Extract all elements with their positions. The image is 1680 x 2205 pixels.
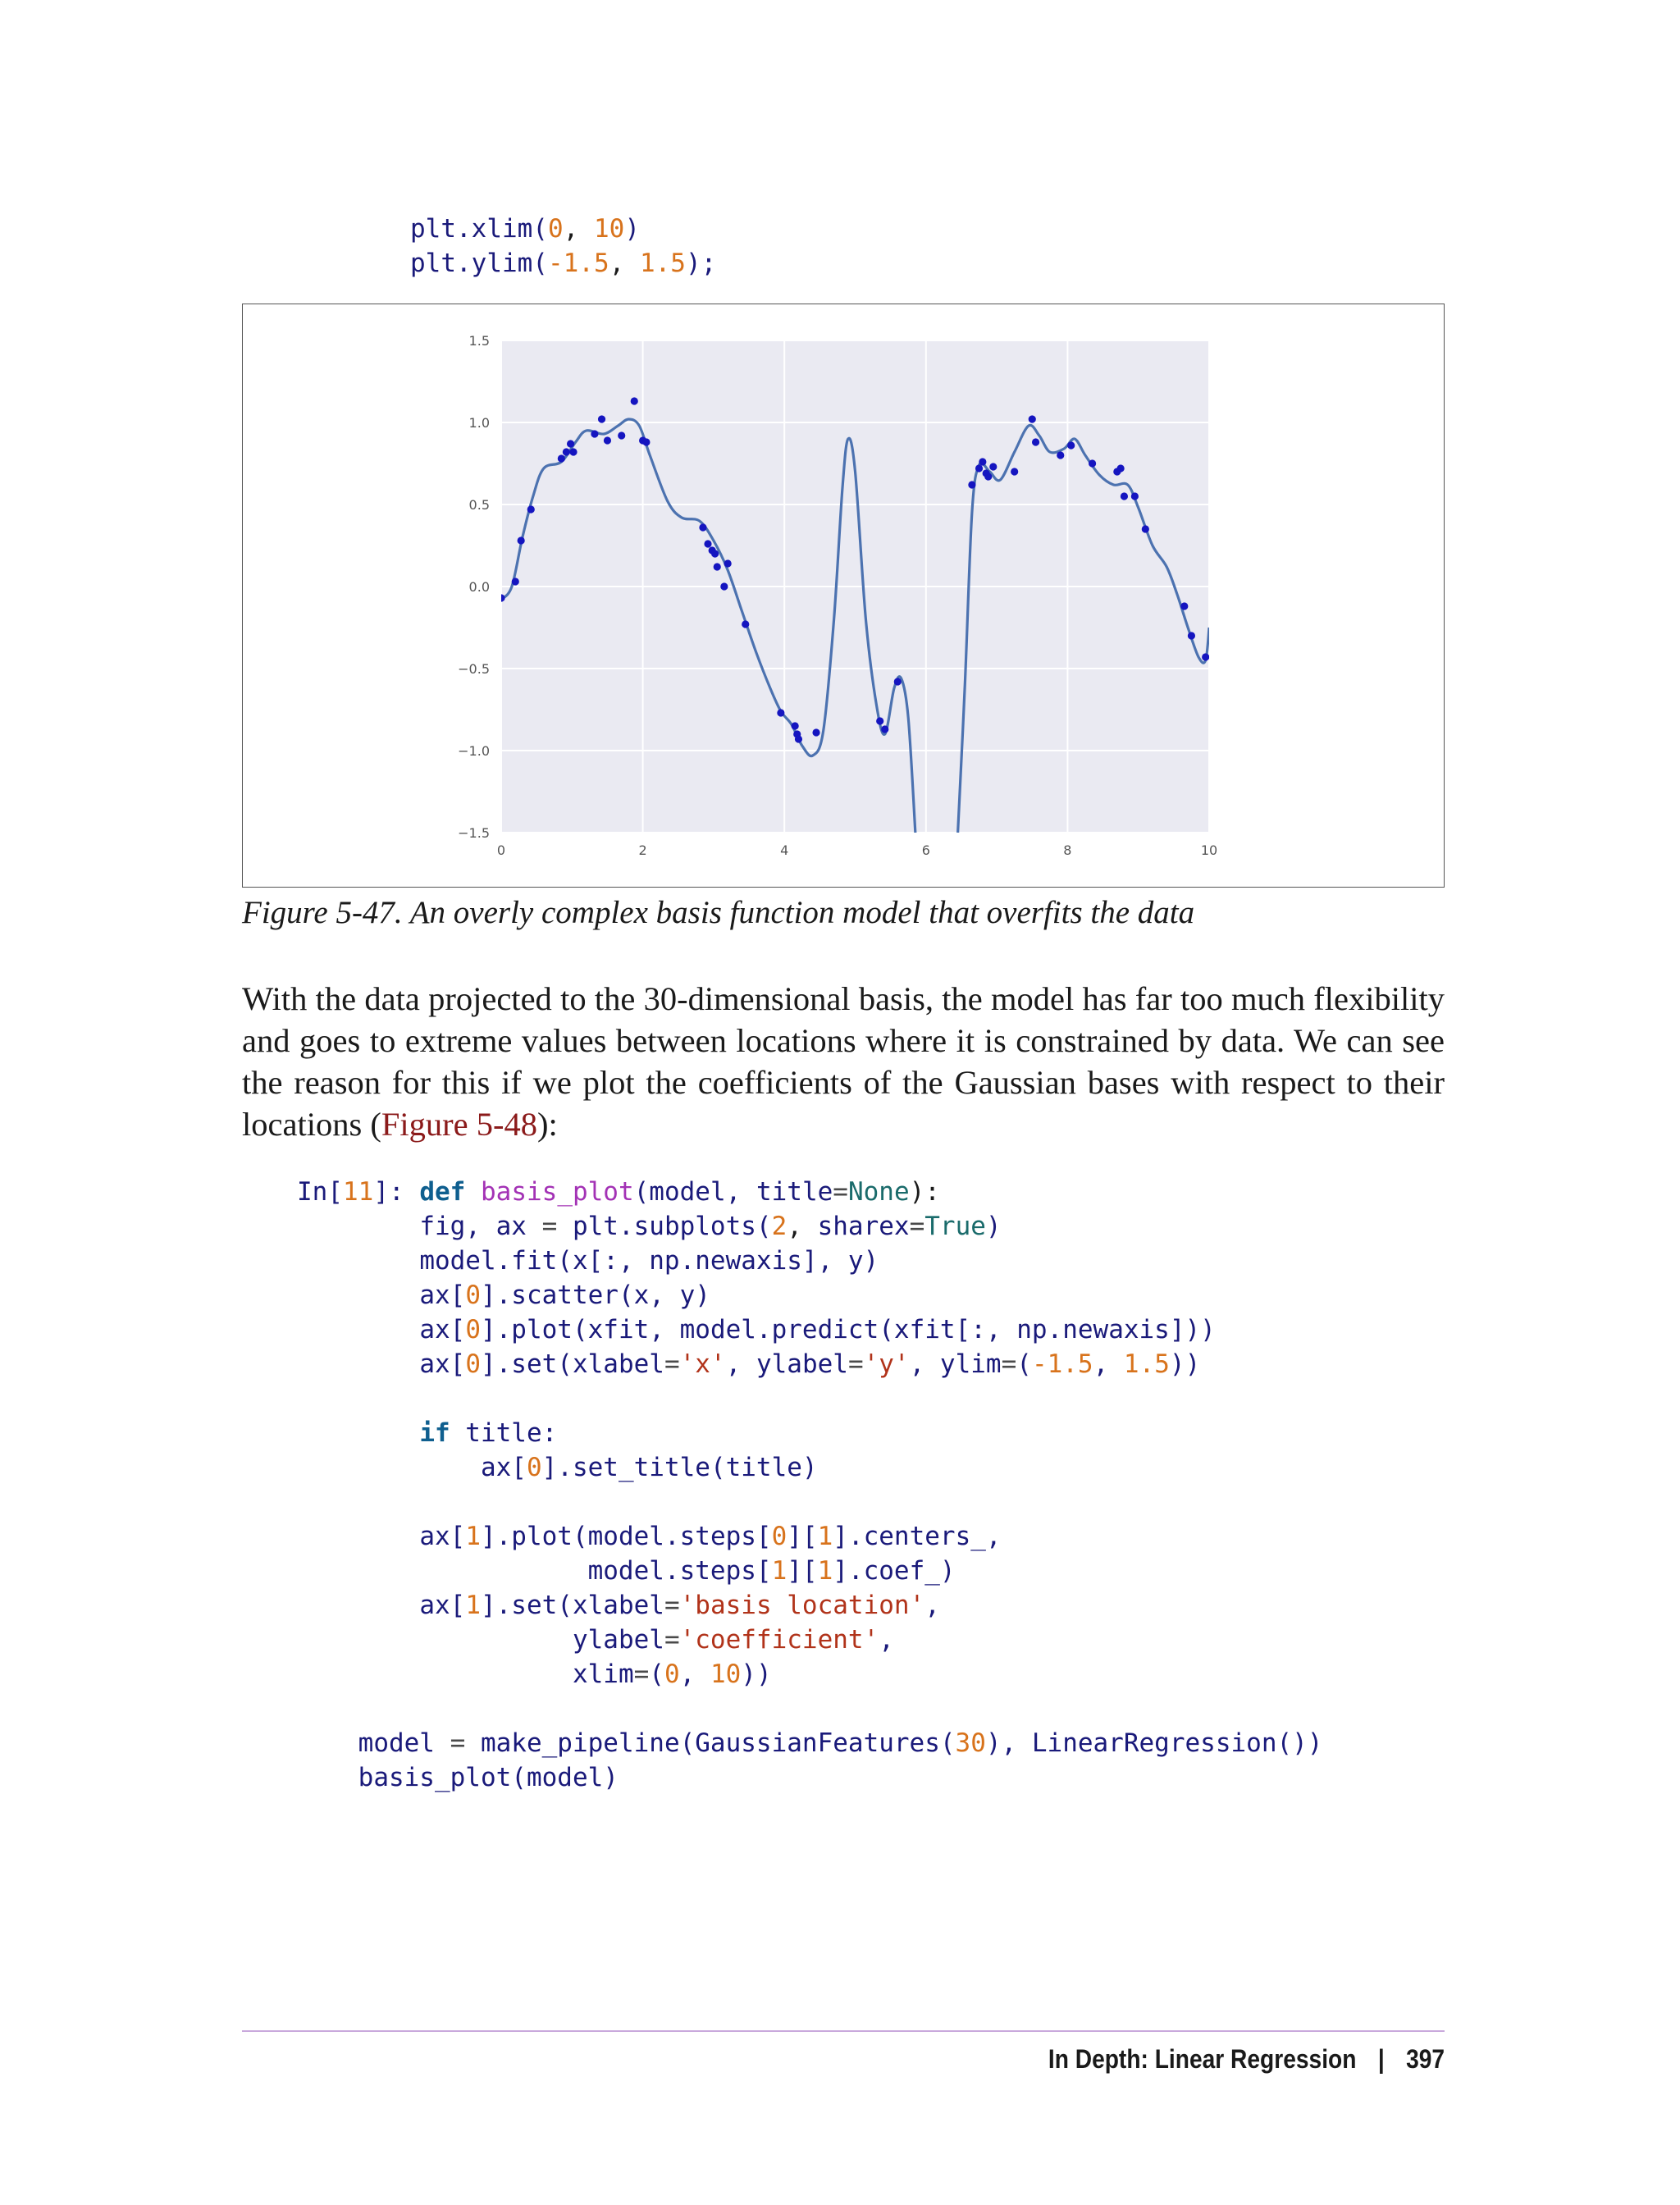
body-paragraph: With the data projected to the 30-dimensional basis, the model has far too much flexibility and goes to extreme values between locations where it is constrained by data. We can see the reason for this if we plot the coefficients of the Gaussian bases with respect to their locations (Figure 5-48): [242, 980, 1445, 1143]
x-tick-label: 8 [1063, 842, 1072, 858]
x-tick-label: 0 [496, 842, 506, 858]
code-line: fig, ax = plt.subplots(2, sharex=True) [419, 1212, 1002, 1241]
page-footer [1048, 2044, 1445, 2075]
data-point [724, 559, 732, 567]
code-line: basis_plot(model) [358, 1763, 619, 1792]
data-point [1117, 464, 1125, 472]
data-point [777, 709, 784, 716]
figure-reference-link[interactable]: Figure 5-48 [381, 1106, 537, 1143]
page-number: 397 [1406, 2044, 1445, 2074]
data-point [699, 523, 706, 531]
footer-rule [242, 2030, 1445, 2032]
data-point [518, 536, 525, 544]
footer-separator: | [1377, 2044, 1385, 2074]
data-point [1180, 602, 1188, 609]
data-point [792, 722, 799, 729]
overfit-chart [243, 304, 1443, 886]
data-point [497, 594, 504, 601]
data-point [1131, 492, 1139, 500]
code-line: plt.xlim(0, 10) [410, 214, 640, 244]
code-line: ax[0].set_title(title) [480, 1453, 818, 1482]
figure-frame [242, 304, 1445, 888]
code-line: if title: [419, 1418, 558, 1448]
data-point [512, 578, 519, 585]
data-point [642, 438, 650, 445]
x-tick-label: 4 [780, 842, 789, 858]
data-point [1011, 468, 1018, 475]
data-point [894, 678, 902, 685]
data-point [989, 463, 997, 470]
code-line: plt.ylim(-1.5, 1.5); [410, 249, 717, 278]
data-point [558, 454, 565, 462]
data-point [569, 448, 577, 455]
data-point [881, 725, 888, 733]
data-point [591, 430, 598, 437]
y-tick-label: −0.5 [458, 661, 490, 677]
code-line: ylabel='coefficient', [572, 1625, 894, 1655]
data-point [968, 481, 975, 488]
code-line: ax[1].set(xlabel='basis location', [419, 1591, 940, 1620]
data-point [1188, 632, 1195, 639]
x-tick-label: 10 [1200, 842, 1218, 858]
data-point [876, 717, 883, 724]
data-point [812, 728, 819, 736]
data-point [1032, 438, 1039, 445]
data-point [1142, 525, 1149, 532]
data-point [979, 458, 986, 465]
data-point [631, 397, 638, 404]
data-point [984, 472, 992, 480]
y-tick-label: 1.5 [468, 333, 490, 349]
code-line: ax[1].plot(model.steps[0][1].centers_, [419, 1522, 1002, 1551]
code-line: ax[0].plot(xfit, model.predict(xfit[:, np.newaxis])) [419, 1315, 1216, 1344]
data-point [1057, 451, 1064, 459]
x-tick-label: 2 [638, 842, 647, 858]
data-point [563, 448, 570, 455]
data-point [1067, 441, 1075, 449]
code-line: In[11]: def basis_plot(model, title=None): [297, 1177, 940, 1207]
x-tick-label: 6 [921, 842, 930, 858]
data-point [720, 582, 728, 590]
data-point [1202, 653, 1209, 660]
data-point [1029, 415, 1036, 422]
figure-caption: Figure 5-47. An overly complex basis function model that overfits the data [242, 895, 1195, 930]
running-section-title: In Depth: Linear Regression [1048, 2044, 1357, 2074]
y-tick-label: 0.5 [468, 497, 490, 513]
code-line: model.fit(x[:, np.newaxis], y) [419, 1246, 879, 1276]
code-line: ax[0].set(xlabel='x', ylabel='y', ylim=(-1.5, 1.5)) [419, 1349, 1201, 1379]
data-point [1121, 492, 1128, 500]
code-line: model = make_pipeline(GaussianFeatures(30), LinearRegression()) [358, 1728, 1323, 1758]
data-point [711, 550, 719, 557]
data-point [618, 431, 625, 439]
y-tick-label: −1.5 [458, 825, 490, 841]
data-point [714, 563, 721, 570]
data-point [975, 464, 983, 472]
data-point [604, 436, 611, 444]
y-tick-label: −1.0 [458, 743, 490, 759]
data-point [527, 505, 535, 513]
data-point [1089, 459, 1096, 467]
y-tick-label: 0.0 [468, 579, 490, 595]
code-line: model.steps[1][1].coef_) [587, 1556, 956, 1586]
data-point [742, 620, 749, 628]
y-tick-label: 1.0 [468, 415, 490, 431]
code-line: xlim=(0, 10)) [572, 1659, 772, 1689]
top-code-snippet [410, 212, 716, 281]
data-point [598, 415, 605, 422]
data-point [795, 735, 802, 742]
code-block [297, 1175, 1322, 1795]
code-line: ax[0].scatter(x, y) [419, 1281, 710, 1310]
data-point [704, 540, 711, 547]
data-point [567, 440, 574, 447]
